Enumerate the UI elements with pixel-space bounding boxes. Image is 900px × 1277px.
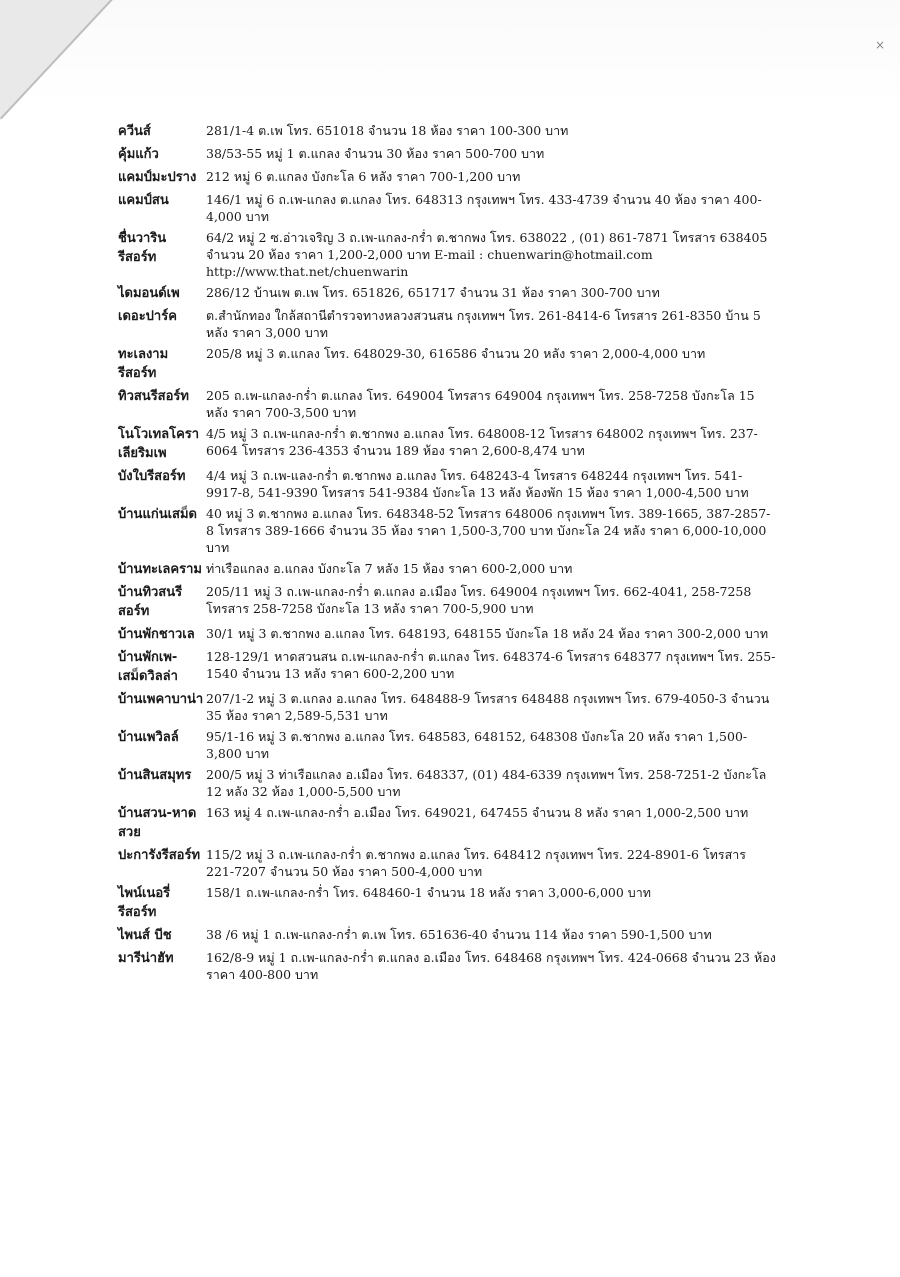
accommodation-details: 200/5 หมู่ 3 ท่าเรือแกลง อ.เมือง โทร. 648337, (01) 484-6339 กรุงเทพฯ โทร. 258-7251-2 บังกะโล 12 หลัง 32 ห้อง 1,000-5,500 บาท xyxy=(206,767,767,799)
list-item xyxy=(118,582,778,621)
list-item xyxy=(118,121,778,141)
accommodation-name: บังใบรีสอร์ท xyxy=(118,469,186,484)
list-item xyxy=(118,386,778,421)
accommodation-name: คุ้มแก้ว xyxy=(118,147,159,162)
accommodation-name: บ้านเพวิลล์ xyxy=(118,730,179,745)
list-item xyxy=(118,306,778,341)
accommodation-details: 205/11 หมู่ 3 ถ.เพ-แกลง-กร่ำ ต.แกลง อ.เมือง โทร. 649004 กรุงเทพฯ โทร. 662-4041, 258-7258 โทรสาร 258-7258 บังกะโล 13 หลัง ราคา 700-5,900 บาท xyxy=(206,584,752,616)
accommodation-details: 146/1 หมู่ 6 ถ.เพ-แกลง ต.แกลง โทร. 648313 กรุงเทพฯ โทร. 433-4739 จำนวน 40 ห้อง ราคา 400-4,000 บาท xyxy=(206,192,762,224)
accommodation-name: แคมป์มะปราง xyxy=(118,170,197,185)
accommodation-details: 4/5 หมู่ 3 ถ.เพ-แกลง-กร่ำ ต.ชากพง อ.แกลง โทร. 648008-12 โทรสาร 648002 กรุงเทพฯ โทร. 237-6064 โทรสาร 236-4353 จำนวน 189 ห้อง ราคา 2,600-8,474 บาท xyxy=(206,426,758,458)
list-item xyxy=(118,803,778,842)
list-item xyxy=(118,948,778,983)
list-item xyxy=(118,883,778,922)
accommodation-details: 30/1 หมู่ 3 ต.ชากพง อ.แกลง โทร. 648193, 648155 บังกะโล 18 หลัง 24 ห้อง ราคา 300-2,000 บาท xyxy=(206,626,769,641)
list-item xyxy=(118,504,778,556)
accommodation-details: 115/2 หมู่ 3 ถ.เพ-แกลง-กร่ำ ต.ชากพง อ.แกลง โทร. 648412 กรุงเทพฯ โทร. 224-8901-6 โทรสาร 221-7207 จำนวน 50 ห้อง ราคา 500-4,000 บาท xyxy=(206,847,746,879)
list-item xyxy=(118,167,778,187)
accommodation-details: 163 หมู่ 4 ถ.เพ-แกลง-กร่ำ อ.เมือง โทร. 649021, 647455 จำนวน 8 หลัง ราคา 1,000-2,500 บาท xyxy=(206,805,749,820)
list-item xyxy=(118,689,778,724)
list-item xyxy=(118,845,778,880)
accommodation-details: ท่าเรือแกลง อ.แกลง บังกะโล 7 หลัง 15 ห้อง ราคา 600-2,000 บาท xyxy=(206,561,573,576)
accommodation-details: 128-129/1 หาดสวนสน ถ.เพ-แกลง-กร่ำ ต.แกลง โทร. 648374-6 โทรสาร 648377 กรุงเทพฯ โทร. 255-1540 จำนวน 13 หลัง ราคา 600-2,200 บาท xyxy=(206,649,776,681)
accommodation-name: บ้านสินสมุทร xyxy=(118,768,192,783)
list-item xyxy=(118,190,778,225)
accommodation-details: 40 หมู่ 3 ต.ชากพง อ.แกลง โทร. 648348-52 โทรสาร 648006 กรุงเทพฯ โทร. 389-1665, 387-2857-8 โทรสาร 389-1666 จำนวน 35 ห้อง ราคา 1,500-3,700 บาท บังกะโล 24 หลัง ราคา 6,000-10,000 บาท xyxy=(206,506,771,555)
list-item xyxy=(118,624,778,644)
list-item xyxy=(118,765,778,800)
accommodation-details: 205/8 หมู่ 3 ต.แกลง โทร. 648029-30, 616586 จำนวน 20 หลัง ราคา 2,000-4,000 บาท xyxy=(206,346,706,361)
list-item xyxy=(118,283,778,303)
accommodation-name: ไดมอนด์เพ xyxy=(118,286,180,301)
accommodation-name: บ้านทิวสนรีสอร์ท xyxy=(118,585,183,619)
scan-mark: × xyxy=(875,38,886,52)
list-item xyxy=(118,466,778,501)
list-item xyxy=(118,647,778,686)
accommodation-details: 207/1-2 หมู่ 3 ต.แกลง อ.แกลง โทร. 648488-9 โทรสาร 648488 กรุงเทพฯ โทร. 679-4050-3 จำนวน 35 ห้อง ราคา 2,589-5,531 บาท xyxy=(206,691,770,723)
accommodation-name: บ้านสวน-หาดสวย xyxy=(118,806,197,840)
list-item xyxy=(118,344,778,383)
accommodation-list xyxy=(118,121,778,986)
list-item xyxy=(118,144,778,164)
accommodation-details: 162/8-9 หมู่ 1 ถ.เพ-แกลง-กร่ำ ต.แกลง อ.เมือง โทร. 648468 กรุงเทพฯ โทร. 424-0668 จำนวน 23 ห้อง ราคา 400-800 บาท xyxy=(206,950,776,982)
accommodation-details: 64/2 หมู่ 2 ซ.อ่าวเจริญ 3 ถ.เพ-แกลง-กร่ำ ต.ชากพง โทร. 638022 , (01) 861-7871 โทรสาร 638405 จำนวน 20 ห้อง ราคา 1,200-2,000 บาท E-mail : chuenwarin@hotmail.com http://www.that.net/chuenwarin xyxy=(206,230,768,279)
accommodation-name: ชื่นวาริน รีสอร์ท xyxy=(118,231,167,265)
accommodation-name: บ้านแก่นเสม็ด xyxy=(118,507,197,522)
accommodation-details: ต.สำนักทอง ใกล้สถานีตำรวจทางหลวงสวนสน กรุงเทพฯ โทร. 261-8414-6 โทรสาร 261-8350 บ้าน 5 หลัง ราคา 3,000 บาท xyxy=(206,308,761,340)
accommodation-name: บ้านเพคาบาน่า xyxy=(118,692,204,707)
accommodation-name: ทิวสนรีสอร์ท xyxy=(118,389,189,404)
list-item xyxy=(118,559,778,579)
accommodation-name: ควีนส์ xyxy=(118,124,151,139)
accommodation-name: ไพน์เนอรี่รีสอร์ท xyxy=(118,886,171,920)
accommodation-name: บ้านพักชาวเล xyxy=(118,627,195,642)
list-item xyxy=(118,925,778,945)
accommodation-details: 281/1-4 ต.เพ โทร. 651018 จำนวน 18 ห้อง ราคา 100-300 บาท xyxy=(206,123,569,138)
accommodation-name: มารีน่าฮัท xyxy=(118,951,174,966)
list-item xyxy=(118,228,778,280)
accommodation-name: ปะการังรีสอร์ท xyxy=(118,848,201,863)
accommodation-name: เดอะปาร์ค xyxy=(118,309,177,324)
accommodation-details: 205 ถ.เพ-แกลง-กร่ำ ต.แกลง โทร. 649004 โทรสาร 649004 กรุงเทพฯ โทร. 258-7258 บังกะโล 15 หลัง ราคา 700-3,500 บาท xyxy=(206,388,755,420)
accommodation-name: บ้านพักเพ-เสม็ดวิลล่า xyxy=(118,650,178,684)
accommodation-name: โนโวเทลโคราเลียริมเพ xyxy=(118,427,200,461)
list-item xyxy=(118,727,778,762)
accommodation-details: 4/4 หมู่ 3 ถ.เพ-แลง-กร่ำ ต.ชากพง อ.แกลง โทร. 648243-4 โทรสาร 648244 กรุงเทพฯ โทร. 541-9917-8, 541-9390 โทรสาร 541-9384 บังกะโล 13 หลัง ห้องพัก 15 ห้อง ราคา 1,000-4,500 บาท xyxy=(206,468,749,500)
accommodation-details: 158/1 ถ.เพ-แกลง-กร่ำ โทร. 648460-1 จำนวน 18 หลัง ราคา 3,000-6,000 บาท xyxy=(206,885,651,900)
accommodation-details: 95/1-16 หมู่ 3 ต.ชากพง อ.แกลง โทร. 648583, 648152, 648308 บังกะโล 20 หลัง ราคา 1,500-3,800 บาท xyxy=(206,729,748,761)
accommodation-details: 38 /6 หมู่ 1 ถ.เพ-แกลง-กร่ำ ต.เพ โทร. 651636-40 จำนวน 114 ห้อง ราคา 590-1,500 บาท xyxy=(206,927,712,942)
accommodation-details: 212 หมู่ 6 ต.แกลง บังกะโล 6 หลัง ราคา 700-1,200 บาท xyxy=(206,169,521,184)
accommodation-details: 38/53-55 หมู่ 1 ต.แกลง จำนวน 30 ห้อง ราคา 500-700 บาท xyxy=(206,146,545,161)
accommodation-name: แคมป์สน xyxy=(118,193,169,208)
accommodation-name: บ้านทะเลคราม xyxy=(118,562,202,577)
accommodation-name: ทะเลงามรีสอร์ท xyxy=(118,347,169,381)
accommodation-details: 286/12 บ้านเพ ต.เพ โทร. 651826, 651717 จำนวน 31 ห้อง ราคา 300-700 บาท xyxy=(206,285,660,300)
list-item xyxy=(118,424,778,463)
accommodation-name: ไพนส์ บีช xyxy=(118,928,172,943)
